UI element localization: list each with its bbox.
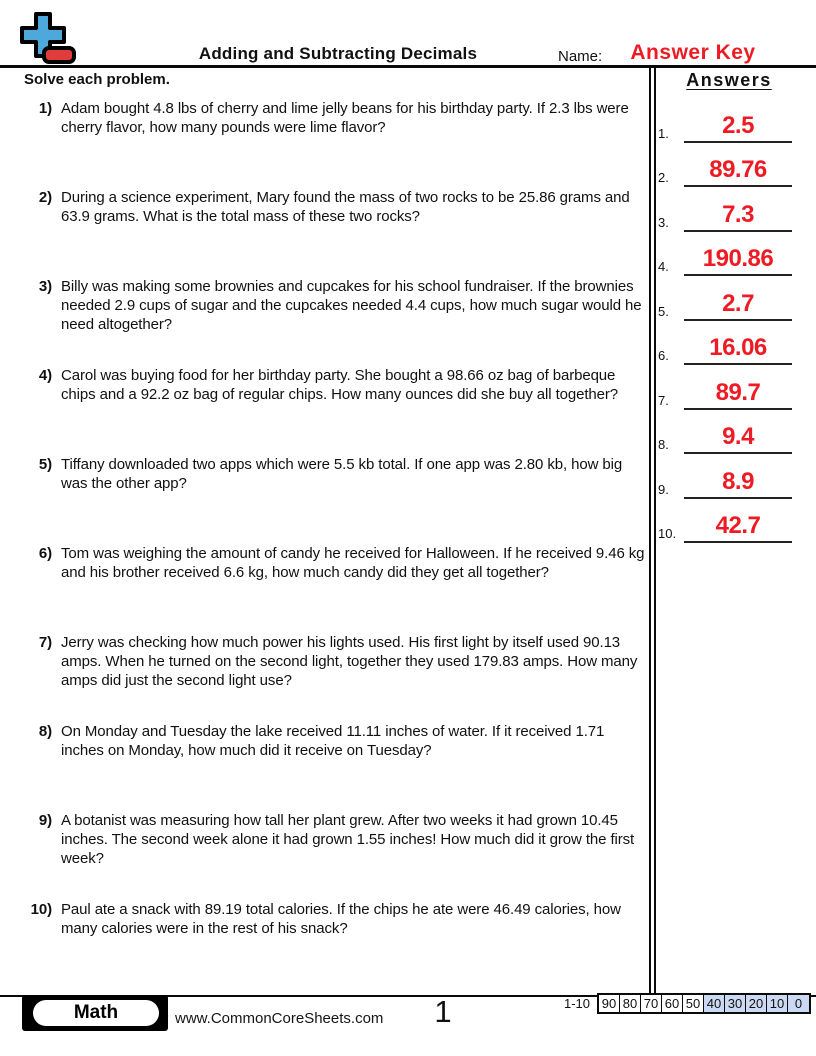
problem-number: 10) [30, 901, 52, 918]
subject-badge [22, 995, 168, 1031]
problem-7 [24, 633, 648, 691]
score-cell-highlighted: 30 [725, 995, 746, 1012]
problem-text: Adam bought 4.8 lbs of cherry and lime jelly beans for his birthday party. If 2.3 lbs were cherry flavor, how many pounds were lime flavor? [61, 100, 629, 137]
answer-row-10 [658, 512, 796, 543]
problem-number: 2) [38, 189, 52, 206]
problem-number: 8) [38, 723, 52, 740]
score-cells [597, 993, 811, 1014]
subject-label: Math [33, 1000, 159, 1026]
page-number: 1 [434, 994, 452, 1029]
problem-number: 3) [38, 278, 52, 295]
answer-blank-line [684, 292, 792, 321]
score-cell: 90 [599, 995, 620, 1012]
problem-text: Tiffany downloaded two apps which were 5.5 kb total. If one app was 2.80 kb, how big was the other app? [61, 456, 623, 493]
website-url: www.CommonCoreSheets.com [175, 1010, 384, 1027]
answer-value: 9.4 [722, 423, 754, 450]
problem-text: Jerry was checking how much power his lights used. His first light by itself used 90.13 amps. When he turned on the second light, together they used 179.83 amps. How many amps did just the second light use? [61, 634, 638, 690]
problem-text: A botanist was measuring how tall her plant grew. After two weeks it had grown 10.45 inches. The second week alone it had grown 1.55 inches! How much did it grow the first week? [61, 812, 635, 868]
answer-value: 8.9 [722, 468, 754, 495]
answer-value: 2.5 [722, 112, 754, 139]
answer-blank-line [684, 470, 792, 499]
answer-value: 89.76 [709, 156, 767, 183]
page-title: Adding and Subtracting Decimals [198, 44, 478, 63]
answer-row-4 [658, 245, 796, 276]
score-range-label: 1-10 [563, 996, 590, 1011]
answer-blank-line [684, 514, 792, 543]
problem-5 [24, 455, 648, 493]
score-cell-highlighted: 40 [704, 995, 725, 1012]
answer-row-5 [658, 290, 796, 321]
problem-2 [24, 188, 648, 226]
answer-number: 1. [658, 126, 669, 141]
answer-number: 2. [658, 170, 669, 185]
answer-blank-line [684, 336, 792, 365]
problem-text: During a science experiment, Mary found the mass of two rocks to be 25.86 grams and 63.9 grams. What is the total mass of these two rocks? [61, 189, 630, 226]
answer-blank-line [684, 158, 792, 187]
answer-row-2 [658, 156, 796, 187]
answer-value: 42.7 [715, 512, 761, 539]
problem-number: 4) [38, 367, 52, 384]
problem-text: Paul ate a snack with 89.19 total calories. If the chips he ate were 46.49 calories, how many calories were in the rest of his snack? [61, 901, 621, 938]
problem-number: 5) [38, 456, 52, 473]
answer-row-3 [658, 201, 796, 232]
answer-value: 2.7 [722, 290, 754, 317]
answer-number: 7. [658, 393, 669, 408]
answer-number: 3. [658, 215, 669, 230]
problem-8 [24, 722, 648, 760]
answer-blank-line [684, 381, 792, 410]
score-cell-highlighted: 0 [788, 995, 809, 1012]
problem-6 [24, 544, 648, 582]
answer-row-8 [658, 423, 796, 454]
problem-text: On Monday and Tuesday the lake received 11.11 inches of water. If it received 1.71 inches on Monday, how much did it receive on Tuesday? [61, 723, 605, 760]
score-cell: 60 [662, 995, 683, 1012]
answer-row-6 [658, 334, 796, 365]
score-cell: 80 [620, 995, 641, 1012]
problem-9 [24, 811, 648, 869]
answer-key-label: Answer Key [630, 41, 756, 64]
problem-number: 1) [38, 100, 52, 117]
answer-row-9 [658, 468, 796, 499]
plus-minus-icon [14, 10, 78, 73]
header-divider [0, 65, 816, 68]
answer-row-1 [658, 112, 796, 143]
answer-value: 190.86 [702, 245, 774, 272]
problem-number: 7) [38, 634, 52, 651]
answer-number: 8. [658, 437, 669, 452]
answer-number: 9. [658, 482, 669, 497]
problem-text: Carol was buying food for her birthday party. She bought a 98.66 oz bag of barbeque chips and a 92.2 oz bag of regular chips. How many ounces did she buy all together? [61, 367, 619, 404]
name-label: Name: [558, 48, 603, 65]
plus-minus-icon-svg [14, 10, 78, 68]
score-cell: 50 [683, 995, 704, 1012]
answer-number: 10. [658, 526, 677, 541]
problem-10 [24, 900, 648, 938]
problem-number: 9) [38, 812, 52, 829]
answer-number: 4. [658, 259, 669, 274]
answer-blank-line [684, 247, 792, 276]
answer-value: 7.3 [722, 201, 754, 228]
problem-3 [24, 277, 648, 335]
score-cell: 70 [641, 995, 662, 1012]
answer-blank-line [684, 203, 792, 232]
answer-value: 89.7 [715, 379, 761, 406]
answer-value: 16.06 [709, 334, 767, 361]
problem-1 [24, 99, 648, 137]
problem-number: 6) [38, 545, 52, 562]
answer-blank-line [684, 114, 792, 143]
score-cell-highlighted: 10 [767, 995, 788, 1012]
answer-number: 5. [658, 304, 669, 319]
instruction-text: Solve each problem. [24, 71, 170, 88]
answer-number: 6. [658, 348, 669, 363]
score-table [564, 993, 811, 1014]
score-cell-highlighted: 20 [746, 995, 767, 1012]
problem-text: Billy was making some brownies and cupcakes for his school fundraiser. If the brownies needed 2.9 cups of sugar and the cupcakes needed 4.4 cups, how much sugar would he need altogether? [61, 278, 642, 334]
answers-heading: Answers [686, 70, 772, 90]
answer-row-7 [658, 379, 796, 410]
answer-blank-line [684, 425, 792, 454]
problem-4 [24, 366, 648, 404]
answers-column-divider [649, 68, 656, 993]
problem-text: Tom was weighing the amount of candy he received for Halloween. If he received 9.46 kg and his brother received 6.6 kg, how much candy did they get all together? [61, 545, 645, 582]
